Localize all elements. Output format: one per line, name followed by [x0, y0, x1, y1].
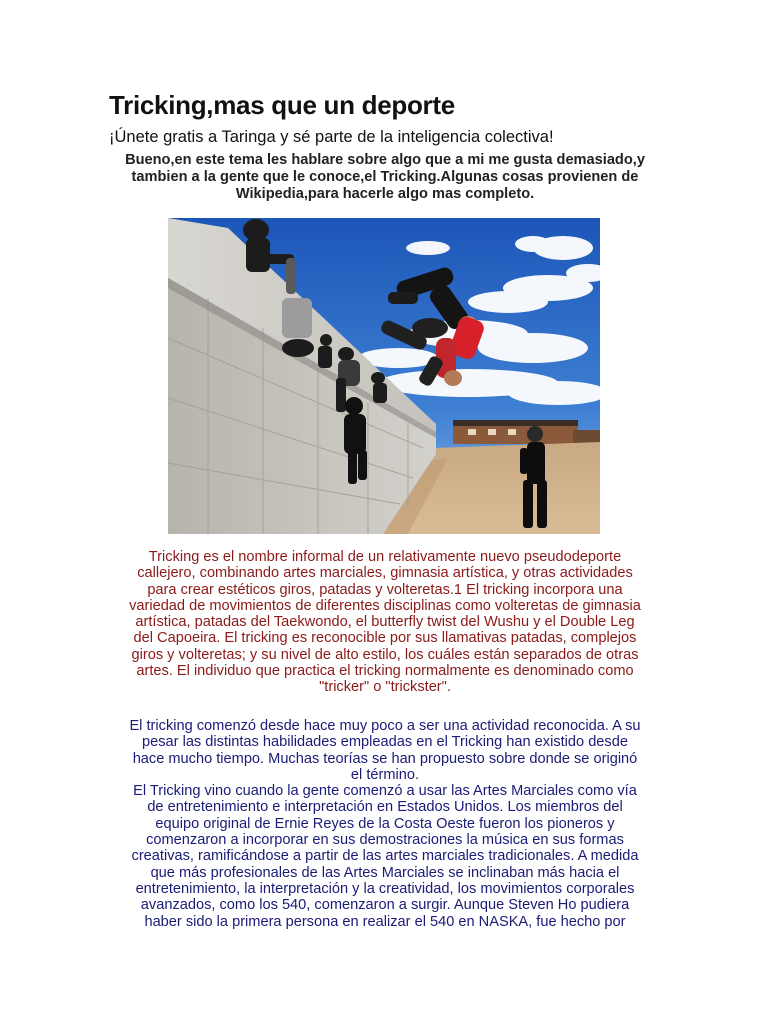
tricking-photo-illustration	[168, 218, 600, 534]
document-title: Tricking,mas que un deporte	[109, 90, 455, 120]
taringa-tagline: ¡Únete gratis a Taringa y sé parte de la inteligencia colectiva!	[109, 128, 554, 146]
history-paragraph: El tricking comenzó desde hace muy poco a ser una actividad reconocida. A su pesar las distintas habilidades empleadas en el Tricking han existido desde hace mucho tiempo. Muchas teorías se han propuesto sobre donde se originó el término. El Tricking vino cuando la gente comenzó a usar las Artes Marciales como vía de entretenimiento e interpretación en Estados Unidos. Los miembros del equipo original de Ernie Reyes de la Costa Oeste fueron los pioneros y comenzaron a incorporar en sus demostraciones la música en sus formas creativas, ramificándose a partir de las artes marciales tradicionales. A medida que más profesionales de las Artes Marciales se inclinaban más hacia el entretenimiento, la interpretación y la creatividad, los movimientos corporales avanzados, como los 540, comenzaron a surgir. Aunque Steven Ho pudiera haber sido la primera persona en realizar el 540 en NASKA, fue hecho por	[129, 718, 641, 930]
intro-paragraph: Bueno,en este tema les hablare sobre algo que a mi me gusta demasiado,y tambien a la gente que le conoce,el Tricking.Algunas cosas provienen de Wikipedia,para hacerle algo mas completo.	[125, 152, 645, 202]
definition-paragraph: Tricking es el nombre informal de un relativamente nuevo pseudodeporte callejero, combinando artes marciales, gimnasia artística, y otras actividades para crear estéticos giros, patadas y volteretas.1 El tricking incorpora una variedad de movimientos de diferentes disciplinas como volteretas de gimnasia artística, patadas del Taekwondo, el butterfly twist del Wushu y el Double Leg del Capoeira. El tricking es reconocible por sus llamativas patadas, complejos giros y volteretas; y su nivel de alto estilo, los cuáles están separados de otras artes. El individuo que practica el tricking normalmente es denominado como "tricker" o "trickster".	[129, 549, 641, 696]
tricking-photo	[168, 218, 600, 534]
